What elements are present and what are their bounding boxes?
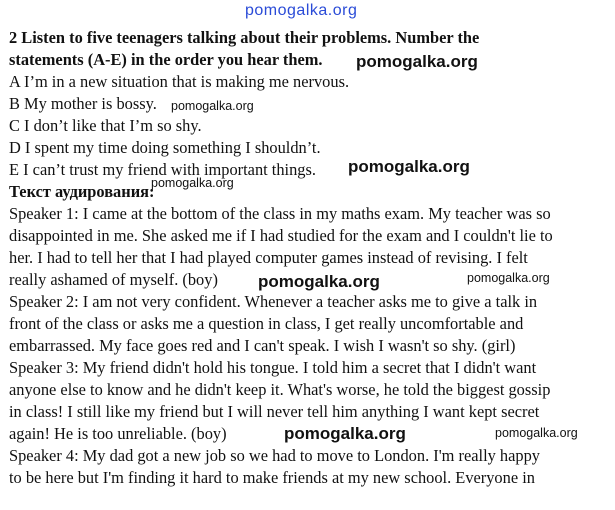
watermark-overlay: pomogalka.org bbox=[467, 271, 550, 285]
transcript-heading: Текст аудирования: bbox=[9, 182, 155, 201]
watermark-overlay: pomogalka.org bbox=[495, 426, 578, 440]
transcript-line: Speaker 2: I am not very confident. Whenever a teacher asks me to give a talk in bbox=[9, 292, 538, 311]
transcript-line: again! He is too unreliable. (boy) bbox=[9, 424, 227, 443]
transcript-line: Speaker 1: I came at the bottom of the class in my maths exam. My teacher was so bbox=[9, 204, 551, 223]
statement-a: A I’m in a new situation that is making me nervous. bbox=[9, 72, 350, 91]
transcript-line: front of the class or asks me a question in class, I get really uncomfortable and bbox=[9, 314, 524, 333]
watermark-overlay: pomogalka.org bbox=[171, 99, 254, 113]
watermark-overlay: pomogalka.org bbox=[151, 176, 234, 190]
transcript-line: Speaker 3: My friend didn't hold his tongue. I told him a secret that I didn't want bbox=[9, 358, 537, 377]
watermark-overlay: pomogalka.org bbox=[284, 424, 406, 443]
transcript-line: anyone else to know and he didn't keep it. What's worse, he told the biggest gossip bbox=[9, 380, 551, 399]
watermark-top: pomogalka.org bbox=[245, 2, 358, 19]
statement-c: C I don’t like that I’m so shy. bbox=[9, 116, 202, 135]
exercise-title-line-1: 2 Listen to five teenagers talking about their problems. Number the bbox=[9, 28, 480, 47]
transcript-line: to be here but I'm finding it hard to make friends at my new school. Everyone in bbox=[9, 468, 535, 487]
transcript-line: disappointed in me. She asked me if I had studied for the exam and I couldn't lie to bbox=[9, 226, 553, 245]
transcript-line: really ashamed of myself. (boy) bbox=[9, 270, 218, 289]
watermark-overlay: pomogalka.org bbox=[356, 52, 478, 71]
transcript-line: Speaker 4: My dad got a new job so we had to move to London. I'm really happy bbox=[9, 446, 540, 465]
watermark-overlay: pomogalka.org bbox=[348, 157, 470, 176]
statement-e: E I can’t trust my friend with important things. bbox=[9, 160, 316, 179]
exercise-title-line-2: statements (A-E) in the order you hear them. bbox=[9, 50, 323, 69]
statement-b: B My mother is bossy. bbox=[9, 94, 157, 113]
statement-d: D I spent my time doing something I shouldn’t. bbox=[9, 138, 321, 157]
transcript-line: her. I had to tell her that I had played computer games instead of revising. I felt bbox=[9, 248, 528, 267]
watermark-overlay: pomogalka.org bbox=[258, 272, 380, 291]
transcript-line: embarrassed. My face goes red and I can't speak. I wish I wasn't so shy. (girl) bbox=[9, 336, 516, 355]
transcript-line: in class! I still like my friend but I will never tell him anything I want kept secret bbox=[9, 402, 540, 421]
